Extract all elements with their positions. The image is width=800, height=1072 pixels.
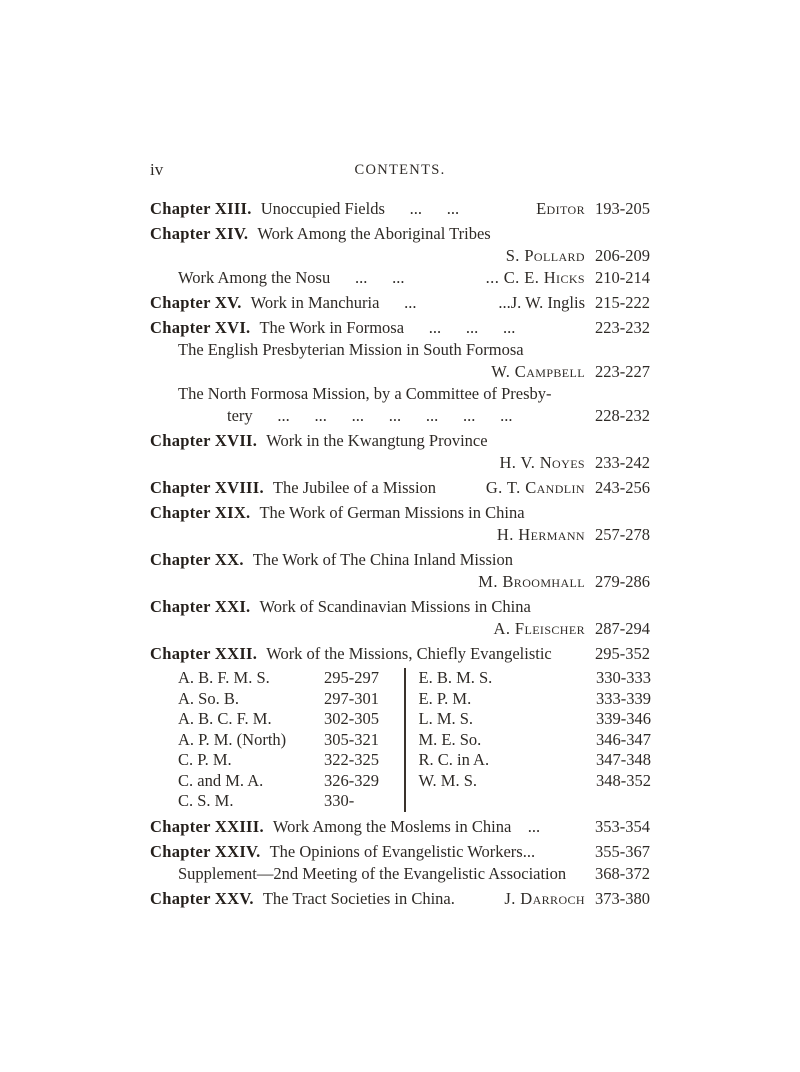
- toc-row: [150, 503, 650, 523]
- table-row: [178, 750, 404, 771]
- entry-pages: 223-232: [595, 318, 650, 337]
- entry-title: The Tract Societies in China.: [262, 888, 455, 908]
- entry-author: H. Hermann: [496, 525, 585, 544]
- entry-title: The Work of German Missions in China: [259, 503, 525, 522]
- table-row: [419, 771, 651, 792]
- mission-abbr: R. C. in A.: [418, 750, 490, 769]
- toc-row: [150, 453, 650, 473]
- folio-page-number: iv: [150, 160, 164, 179]
- chapter-label: Chapter XV.: [150, 293, 242, 312]
- mission-pages: 305-321: [324, 729, 379, 749]
- chapter-label: Chapter XXI.: [150, 597, 251, 616]
- mission-abbr: A. B. F. M. S.: [178, 668, 270, 687]
- entry-author: ...J. W. Inglis: [498, 293, 585, 312]
- entry-author: J. Darroch: [504, 888, 585, 908]
- chapter-label: Chapter XXIII.: [150, 816, 264, 836]
- toc-row: [150, 478, 650, 498]
- table-row: [419, 730, 651, 751]
- toc-row: [150, 406, 650, 426]
- toc-row: [150, 246, 650, 266]
- table-row: [178, 771, 404, 792]
- entry-author: W. Campbell: [491, 362, 585, 381]
- entry-title: Work Among the Moslems in China ...: [272, 816, 541, 836]
- entry-title: Work in Manchuria ...: [250, 293, 417, 312]
- toc-row: [150, 864, 650, 884]
- mission-abbreviation-table: [178, 668, 650, 812]
- entry-pages: 243-256: [595, 478, 650, 497]
- entry-author: A. Fleischer: [493, 619, 585, 638]
- entry-pages: 353-354: [595, 816, 650, 836]
- mission-pages: 339-346: [596, 709, 651, 728]
- mission-pages: 295-297: [324, 668, 379, 687]
- toc-row: [150, 644, 650, 664]
- entry-title: Work of the Missions, Chiefly Evangelistic: [266, 644, 552, 663]
- entry-pages: 368-372: [595, 863, 650, 883]
- toc-row: [150, 550, 650, 570]
- entry-title: The Work in Formosa ... ... ...: [259, 318, 516, 337]
- mission-abbr: A. B. C. F. M.: [178, 709, 272, 728]
- toc-row: [150, 842, 650, 862]
- table-row: [178, 668, 404, 689]
- mission-pages: 297-301: [324, 688, 379, 708]
- toc-row: [150, 224, 650, 244]
- entry-title: The English Presbyterian Mission in South Formosa: [178, 340, 524, 359]
- chapter-label: Chapter XIII.: [150, 199, 252, 218]
- chapter-label: Chapter XVII.: [150, 431, 258, 450]
- mission-abbr: C. and M. A.: [178, 770, 264, 790]
- toc-row: [150, 597, 650, 617]
- entry-title: Work Among the Aboriginal Tribes: [257, 224, 491, 243]
- entry-pages: 355-367: [595, 841, 650, 861]
- toc-row: [150, 268, 650, 288]
- entry-title: The Opinions of Evangelistic Workers...: [269, 841, 536, 861]
- entry-pages: 295-352: [595, 644, 650, 663]
- entry-author: ... C. E. Hicks: [485, 268, 585, 287]
- toc-row: [150, 293, 650, 313]
- mission-abbr: A. P. M. (North): [178, 729, 287, 749]
- table-row: [178, 730, 404, 751]
- entry-author: H. V. Noyes: [499, 453, 585, 472]
- entry-author: G. T. Candlin: [485, 478, 585, 497]
- entry-title: Work Among the Nosu ... ...: [178, 268, 405, 287]
- mission-abbr: C. S. M.: [178, 791, 234, 810]
- entry-title: The Jubilee of a Mission: [272, 478, 437, 497]
- toc-row: [150, 431, 650, 451]
- entry-title: The North Formosa Mission, by a Committee of Presby-: [178, 384, 552, 403]
- toc-row: [150, 889, 650, 909]
- entry-title: Supplement—2nd Meeting of the Evangelistic Association: [178, 863, 567, 883]
- entry-author: S. Pollard: [505, 246, 585, 265]
- table-row: [178, 709, 404, 730]
- entry-pages: 215-222: [595, 293, 650, 312]
- entry-pages: 257-278: [595, 525, 650, 544]
- chapter-label: Chapter XXV.: [150, 888, 254, 908]
- entry-author: M. Broomhall: [478, 572, 585, 591]
- mission-abbr: W. M. S.: [418, 770, 478, 790]
- chapter-label: Chapter XIX.: [150, 503, 251, 522]
- chapter-label: Chapter XVI.: [150, 318, 251, 337]
- entry-title: Work in the Kwangtung Province: [266, 431, 488, 450]
- mission-pages: 348-352: [596, 770, 651, 790]
- toc-row: [150, 199, 650, 219]
- mission-abbr: C. P. M.: [178, 750, 232, 769]
- table-row: [178, 791, 404, 812]
- toc-row: [150, 362, 650, 382]
- entry-pages: 287-294: [595, 619, 650, 638]
- mission-abbr: M. E. So.: [418, 729, 482, 749]
- entry-title: tery ... ... ... ... ... ... ...: [227, 406, 513, 425]
- mission-pages: 302-305: [324, 709, 379, 728]
- mission-pages: 346-347: [596, 729, 651, 749]
- mission-pages: 333-339: [596, 688, 651, 708]
- table-row: [419, 709, 651, 730]
- mission-pages: 330-333: [596, 668, 651, 687]
- mission-pages: 347-348: [596, 750, 651, 769]
- mission-abbr: E. P. M.: [418, 688, 472, 708]
- toc-row: [150, 619, 650, 639]
- entry-pages: 279-286: [595, 572, 650, 591]
- entry-pages: 373-380: [595, 888, 650, 908]
- contents-page: [150, 160, 650, 909]
- chapter-label: Chapter XVIII.: [150, 478, 264, 497]
- table-row: [419, 750, 651, 771]
- entry-pages: 223-227: [595, 362, 650, 381]
- table-row: [419, 668, 651, 689]
- chapter-label: Chapter XXII.: [150, 644, 258, 663]
- entry-author: Editor: [536, 199, 585, 218]
- mission-table-right-column: [406, 668, 651, 812]
- toc-row: [150, 318, 650, 338]
- toc-row: [150, 525, 650, 545]
- mission-abbr: L. M. S.: [418, 709, 474, 728]
- entry-pages: 210-214: [595, 268, 650, 287]
- toc-row: [150, 817, 650, 837]
- mission-pages: 330-: [324, 791, 355, 810]
- mission-abbr: E. B. M. S.: [418, 668, 493, 687]
- toc-row: [150, 384, 650, 404]
- table-row: [419, 689, 651, 710]
- entry-title: Work of Scandinavian Missions in China: [259, 597, 531, 616]
- chapter-label: Chapter XIV.: [150, 224, 249, 243]
- entry-pages: 228-232: [595, 406, 650, 425]
- chapter-label: Chapter XX.: [150, 550, 244, 569]
- table-row: [178, 689, 404, 710]
- page-title: CONTENTS.: [354, 162, 446, 178]
- mission-table-left-column: [178, 668, 404, 812]
- toc-row: [150, 572, 650, 592]
- chapter-label: Chapter XXIV.: [150, 841, 261, 861]
- mission-abbr: A. So. B.: [178, 688, 239, 708]
- entry-pages: 193-205: [595, 199, 650, 218]
- entry-title: The Work of The China Inland Mission: [252, 550, 513, 569]
- mission-pages: 322-325: [324, 750, 379, 769]
- mission-pages: 326-329: [324, 770, 379, 790]
- page-header: [150, 160, 650, 182]
- entry-pages: 206-209: [595, 246, 650, 265]
- entry-pages: 233-242: [595, 453, 650, 472]
- toc-row: [150, 340, 650, 360]
- entry-title: Unoccupied Fields ... ...: [260, 199, 460, 218]
